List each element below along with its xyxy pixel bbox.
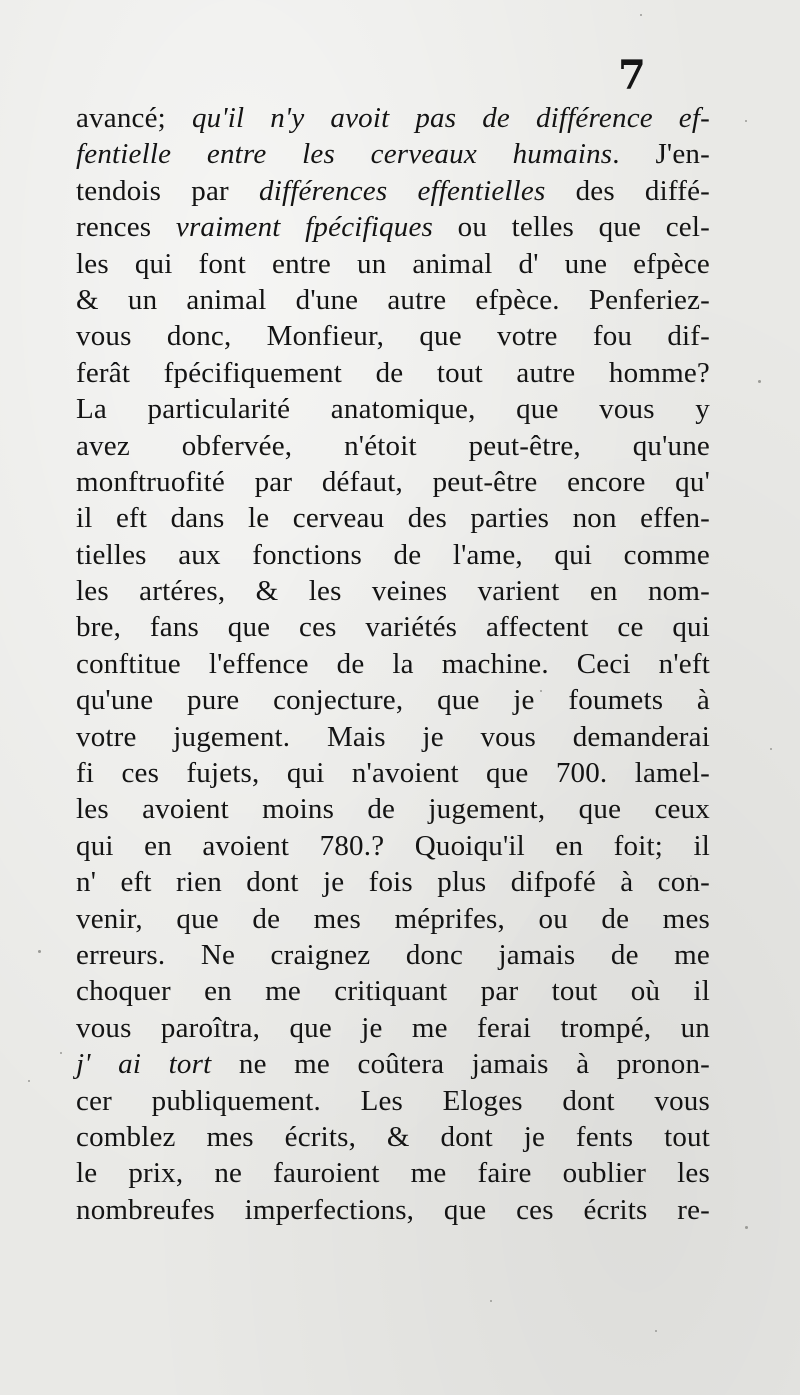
text-segment: avancé;: [76, 102, 192, 134]
text-line: [76, 1119, 710, 1155]
paper-speck: [28, 1080, 30, 1082]
text-segment: tendois par: [76, 174, 259, 207]
text-segment: votre jugement. Mais je vous demanderai: [76, 720, 710, 753]
text-segment: erreurs. Ne craignez donc jamais de me: [76, 938, 710, 971]
body-text: [76, 100, 710, 1228]
italic-text: vraiment fpécifiques: [175, 211, 434, 244]
text-line: [76, 573, 710, 609]
text-line: [76, 1046, 710, 1082]
text-segment: des diffé-: [545, 174, 710, 207]
text-line: [76, 1083, 710, 1119]
text-segment: qu'une pure conjecture, que je foumets à: [76, 684, 710, 717]
text-line: [76, 537, 710, 573]
text-segment: venir, que de mes méprifes, ou de mes: [76, 902, 710, 935]
text-line: [76, 391, 710, 427]
text-segment: cer publiquement. Les Eloges dont vous: [76, 1084, 710, 1117]
paper-speck: [38, 950, 41, 953]
text-line: [76, 464, 710, 500]
text-segment: avez obfervée, n'étoit peut-être, qu'une: [76, 429, 710, 462]
text-line: [76, 864, 710, 900]
text-segment: les qui font entre un animal d' une efpèce: [76, 247, 710, 280]
paper-speck: [60, 1052, 62, 1054]
text-segment: ne me coûtera jamais à pronon-: [211, 1048, 710, 1081]
text-segment: les avoient moins de jugement, que ceux: [76, 793, 710, 826]
paper-speck: [758, 380, 761, 383]
text-line: [76, 1155, 710, 1191]
text-segment: & un animal d'une autre efpèce. Penferiez-: [76, 283, 710, 316]
text-segment: il eft dans le cerveau des parties non effen-: [76, 502, 710, 535]
text-line: [76, 500, 710, 536]
text-line: [76, 318, 710, 354]
text-line: [76, 828, 710, 864]
text-line: [76, 646, 710, 682]
paper-speck: [745, 120, 747, 122]
text-line: [76, 973, 710, 1009]
italic-text: j' ai tort: [76, 1048, 212, 1081]
text-segment: comblez mes écrits, & dont je fents tout: [76, 1120, 710, 1153]
text-segment: . J'en-: [612, 138, 710, 171]
paper-speck: [655, 1330, 657, 1332]
text-line: [76, 428, 710, 464]
text-line: [76, 609, 710, 645]
text-line: [76, 136, 710, 172]
text-segment: rences: [76, 211, 176, 244]
page-number: 7: [618, 52, 646, 99]
italic-text: fentielle entre les cerveaux humains: [76, 138, 613, 171]
text-segment: ou telles que cel-: [433, 211, 710, 244]
italic-text: qu'il n'y avoit pas de différence ef-: [191, 102, 710, 134]
text-segment: conftitue l'effence de la machine. Ceci n'eft: [76, 647, 710, 680]
text-line: [76, 173, 710, 209]
text-line: [76, 791, 710, 827]
text-segment: La particularité anatomique, que vous y: [76, 393, 710, 426]
paper-speck: [770, 748, 772, 750]
text-segment: qui en avoient 780.? Quoiqu'il en foit; il: [76, 829, 710, 862]
text-segment: vous paroîtra, que je me ferai trompé, un: [76, 1011, 710, 1044]
text-segment: fi ces fujets, qui n'avoient que 700. lamel-: [76, 757, 710, 790]
paper-speck: [640, 14, 642, 16]
italic-text: différences effentielles: [259, 174, 546, 207]
text-segment: bre, fans que ces variétés affectent ce qui: [76, 611, 710, 644]
text-line: [76, 719, 710, 755]
text-line: [76, 282, 710, 318]
text-line: [76, 209, 710, 245]
text-segment: n' eft rien dont je fois plus difpofé à con-: [76, 866, 710, 899]
text-line: [76, 1192, 710, 1228]
text-segment: le prix, ne fauroient me faire oublier les: [76, 1157, 710, 1190]
text-line: [76, 100, 710, 136]
text-segment: choquer en me critiquant par tout où il: [76, 975, 710, 1008]
text-segment: monftruofité par défaut, peut-être encore qu': [76, 465, 710, 498]
text-segment: les artéres, & les veines varient en nom-: [76, 575, 710, 608]
paper-speck: [490, 1300, 492, 1302]
text-segment: nombreufes imperfections, que ces écrits re-: [76, 1193, 710, 1226]
text-segment: ferât fpécifiquement de tout autre homme?: [76, 356, 710, 389]
text-line: [76, 755, 710, 791]
text-line: [76, 937, 710, 973]
text-segment: vous donc, Monfieur, que votre fou dif-: [76, 320, 710, 353]
text-segment: tielles aux fonctions de l'ame, qui comme: [76, 538, 710, 571]
text-line: [76, 682, 710, 718]
text-line: [76, 901, 710, 937]
paper-speck: [745, 1226, 748, 1229]
text-line: [76, 355, 710, 391]
text-line: [76, 1010, 710, 1046]
text-line: [76, 246, 710, 282]
